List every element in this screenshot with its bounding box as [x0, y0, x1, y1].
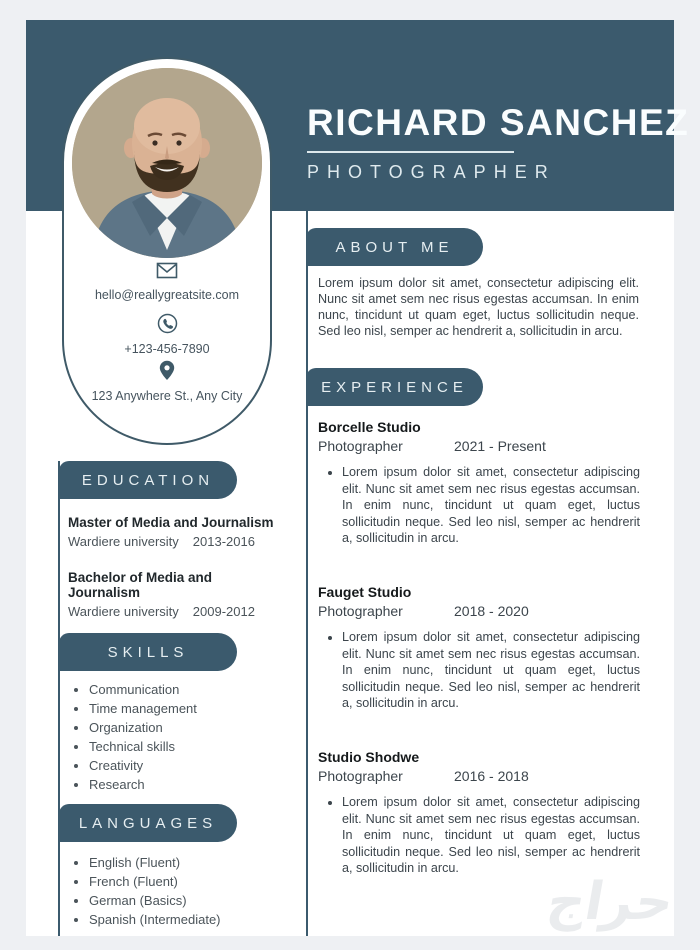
skill-item: • Creativity — [89, 759, 197, 772]
job-bullet-list — [318, 794, 640, 877]
job-role: Photographer — [318, 768, 403, 784]
contact-email — [64, 262, 270, 302]
job-role: Photographer — [318, 603, 403, 619]
section-heading-about-me: ABOUT ME — [306, 228, 483, 266]
language-item: • English (Fluent) — [89, 856, 221, 869]
job-company: Studio Shodwe — [318, 749, 420, 765]
job-role-line — [318, 768, 640, 784]
education-years: 2009-2012 — [192, 604, 255, 619]
education-degree: Bachelor of Media and Journalism — [68, 570, 213, 600]
experience-entry — [318, 419, 640, 547]
education-school: Wardiere university — [68, 604, 179, 619]
phone-icon — [157, 313, 178, 333]
location-pin-icon — [159, 360, 175, 380]
phone-text: +123-456-7890 — [124, 342, 210, 356]
job-company: Borcelle Studio — [318, 419, 421, 435]
email-icon — [156, 262, 178, 282]
language-item: • Spanish (Intermediate) — [89, 913, 221, 926]
experience-entry — [318, 749, 640, 877]
email-text: hello@reallygreatsite.com — [94, 288, 239, 302]
skill-item: • Time management — [89, 702, 197, 715]
experience-entry — [318, 584, 640, 712]
job-role-line — [318, 438, 640, 454]
job-bullet: • Lorem ipsum dolor sit amet, consectetur adipiscing elit. Nunc sit amet sem nec risus egestas accumsan. In enim nunc, tincidunt ut quam eget, luctus sollicitudin neque. Sed leo nisl, semper ac hendrerit a, sollicitudin in arcu. — [342, 464, 640, 547]
languages-list — [61, 856, 221, 932]
section-heading-skills: SKILLS — [59, 633, 237, 671]
person-name: RICHARD SANCHEZ — [307, 102, 690, 143]
education-list — [68, 515, 283, 619]
skill-item: • Technical skills — [89, 740, 197, 753]
section-heading-experience: EXPERIENCE — [306, 368, 483, 406]
right-column — [306, 211, 646, 936]
education-years: 2013-2016 — [192, 534, 255, 549]
profile-photo — [72, 68, 262, 258]
job-dates: 2021 - Present — [454, 438, 546, 454]
contact-address — [64, 360, 270, 403]
education-meta — [68, 604, 283, 619]
education-meta — [68, 534, 283, 549]
resume-page — [26, 20, 690, 936]
profile-photo-illustration — [72, 68, 262, 258]
job-role: Photographer — [318, 438, 403, 454]
address-text: 123 Anywhere St., Any City — [91, 389, 243, 403]
name-underline — [307, 151, 514, 153]
skill-item: • Communication — [89, 683, 197, 696]
language-item: • German (Basics) — [89, 894, 221, 907]
header — [307, 102, 689, 183]
education-school: Wardiere university — [68, 534, 179, 549]
job-dates: 2016 - 2018 — [454, 768, 529, 784]
about-me-text: Lorem ipsum dolor sit amet, consectetur adipiscing elit. Nunc sit amet sem nec risus egestas accumsan. In enim nunc, tincidunt ut quam eget, luctus sollicitudin neque. Sed leo nisl, semper ac hendrerit a, sollicitudin in arcu. — [318, 276, 639, 338]
watermark: حراج — [542, 872, 679, 932]
skill-item: • Research — [89, 778, 197, 791]
profile-card — [62, 57, 272, 445]
job-company: Fauget Studio — [318, 584, 412, 600]
job-dates: 2018 - 2020 — [454, 603, 529, 619]
education-degree: Master of Media and Journalism — [68, 515, 274, 530]
contact-phone — [64, 313, 270, 356]
language-item: • French (Fluent) — [89, 875, 221, 888]
skill-item: • Organization — [89, 721, 197, 734]
section-heading-languages: LANGUAGES — [59, 804, 237, 842]
job-bullet: • Lorem ipsum dolor sit amet, consectetur adipiscing elit. Nunc sit amet sem nec risus egestas accumsan. In enim nunc, tincidunt ut quam eget, luctus sollicitudin neque. Sed leo nisl, semper ac hendrerit a, sollicitudin in arcu. — [342, 794, 640, 877]
education-item — [68, 515, 283, 549]
job-role-line — [318, 603, 640, 619]
education-item — [68, 570, 283, 619]
job-bullet-list — [318, 629, 640, 712]
person-title: PHOTOGRAPHER — [307, 162, 556, 182]
job-bullet-list — [318, 464, 640, 547]
section-heading-education: EDUCATION — [59, 461, 237, 499]
job-bullet: • Lorem ipsum dolor sit amet, consectetur adipiscing elit. Nunc sit amet sem nec risus egestas accumsan. In enim nunc, tincidunt ut quam eget, luctus sollicitudin neque. Sed leo nisl, semper ac hendrerit a, sollicitudin in arcu. — [342, 629, 640, 712]
skills-list — [61, 683, 197, 797]
left-column — [59, 461, 287, 936]
